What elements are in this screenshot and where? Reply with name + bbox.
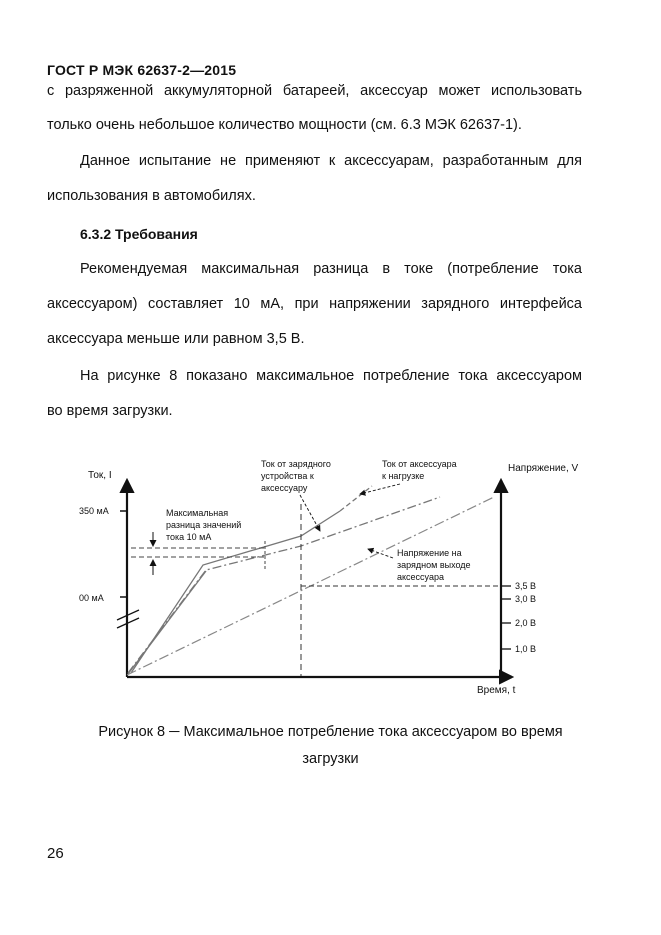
paragraph-line: Рекомендуемая максимальная разница в токе (потребление тока	[80, 261, 582, 277]
right-tick-label: 2,0 В	[515, 618, 537, 628]
y-left-axis-label: Ток, I	[88, 470, 112, 481]
paragraph-line: только очень небольшое количество мощности (см. 6.3 МЭК 62637-1).	[47, 117, 522, 133]
charger-current-curve	[131, 511, 340, 673]
paragraph-line: аксессуара меньше или равном 3,5 В.	[47, 331, 305, 347]
paragraph-line: Данное испытание не применяют к аксессуарам, разработанным для	[80, 153, 582, 169]
paragraph-line: во время загрузки.	[47, 403, 173, 419]
paragraph-line: с разряженной аккумуляторной батареей, аксессуар может использовать	[47, 83, 582, 99]
accessory-current-curve	[128, 571, 206, 674]
paragraph-line: использования в автомобилях.	[47, 188, 256, 204]
document-header: ГОСТ Р МЭК 62637-2—2015	[47, 62, 237, 78]
annotation-charger-pointer	[300, 495, 320, 531]
x-axis-label: Время, t	[477, 685, 516, 696]
left-tick-label: 00 мА	[79, 593, 104, 603]
figure-caption: загрузки	[302, 751, 359, 767]
page-number: 26	[47, 845, 64, 862]
right-tick-label: 1,0 В	[515, 644, 537, 654]
section-heading: 6.3.2 Требования	[80, 226, 198, 242]
annotation-voltage: Напряжение на зарядном выходе аксессуара	[397, 548, 471, 582]
annotation-load-pointer	[360, 484, 400, 494]
annotation-load-current: Ток от аксессуара к нагрузке	[382, 459, 457, 481]
annotation-difference: Максимальная разница значений тока 10 мА	[166, 508, 242, 542]
left-tick-label: 350 мА	[79, 506, 109, 516]
y-right-axis-label: Напряжение, V	[508, 463, 579, 474]
right-tick-label: 3,0 В	[515, 594, 537, 604]
figure-caption: Рисунок 8 ─ Максимальное потребление тока аксессуаром во время	[98, 724, 563, 740]
paragraph-line: аксессуаром) составляет 10 мА, при напряжении зарядного интерфейса	[47, 296, 582, 312]
charger-current-extension	[340, 486, 372, 511]
paragraph-line: На рисунке 8 показано максимальное потребление тока аксессуаром	[80, 368, 582, 384]
annotation-charger-current: Ток от зарядного устройства к аксессуару	[261, 459, 331, 493]
right-tick-label: 3,5 В	[515, 581, 537, 591]
